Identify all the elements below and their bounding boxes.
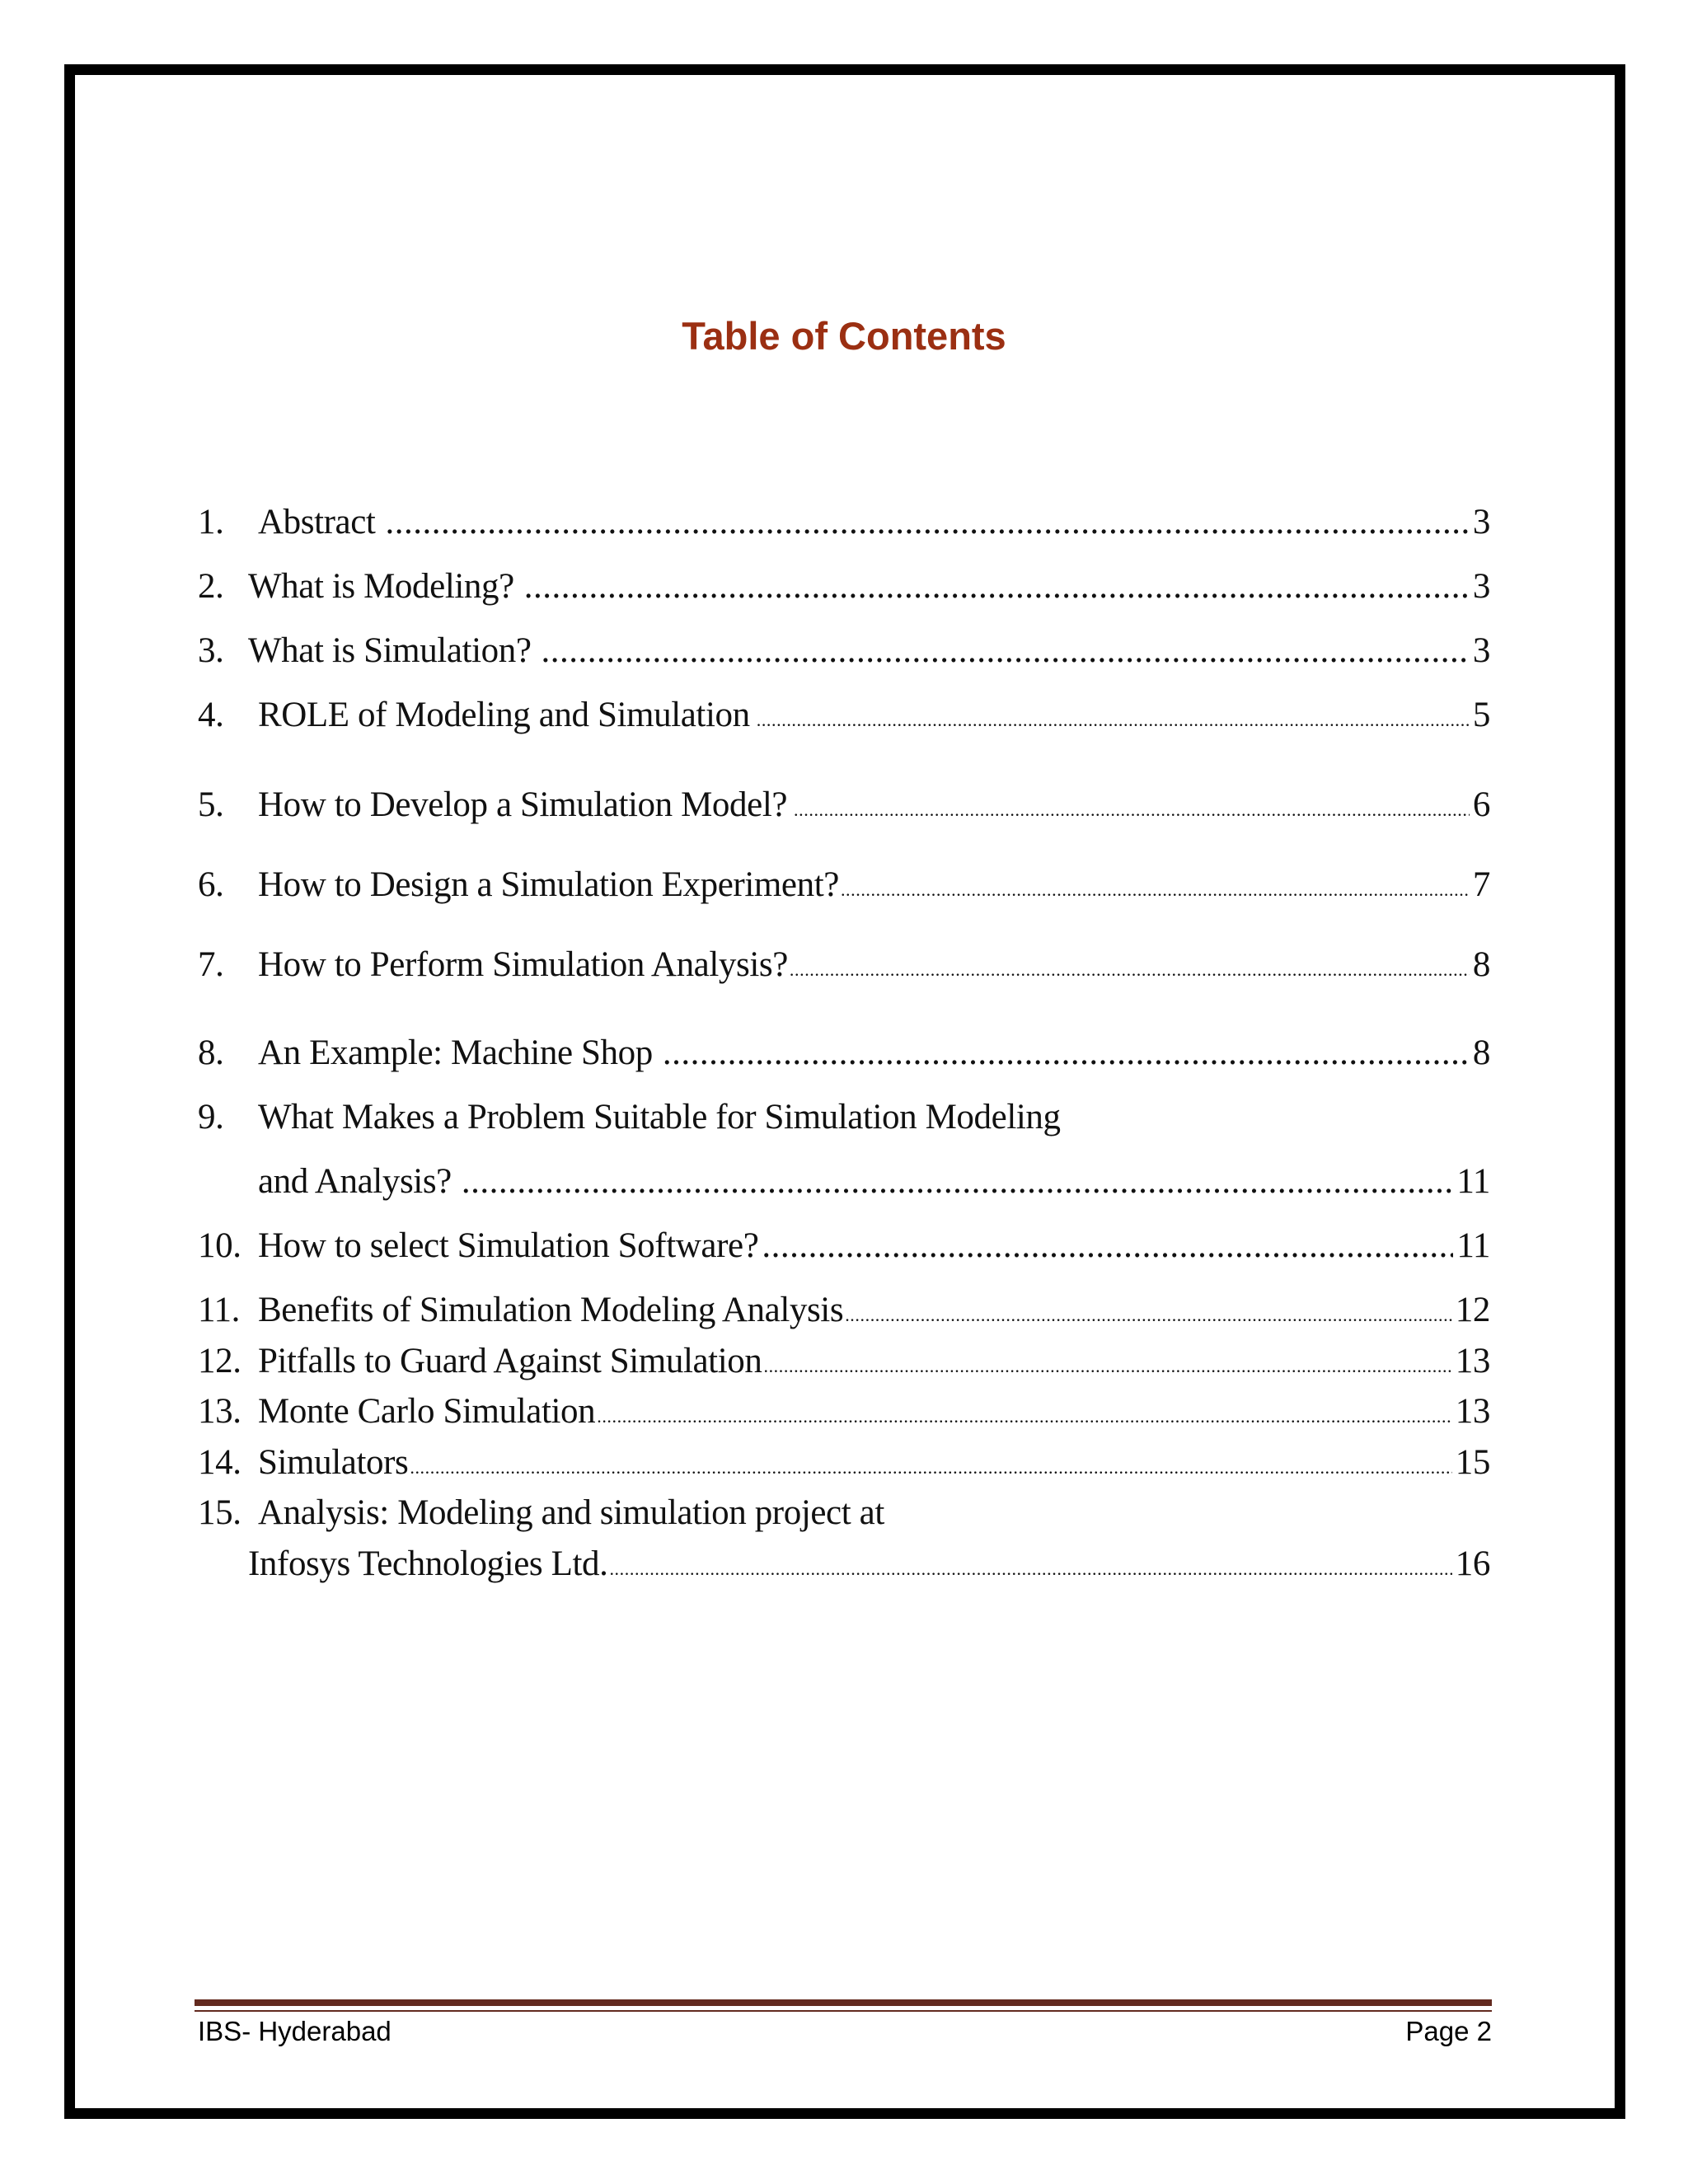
toc-number: 4. [198,696,224,734]
toc-page-number: 3 [1472,631,1490,670]
toc-number: 9. [198,1098,224,1137]
toc-page-number: 3 [1472,503,1490,541]
toc-entry-pitfalls[interactable] [198,1337,1490,1386]
toc-leader [794,785,1470,835]
toc-page-number: 11 [1456,1162,1490,1201]
toc-leader [524,562,1470,612]
toc-number: 7. [198,945,224,984]
toc-label: How to select Simulation Software? [258,1226,759,1265]
toc-number: 8. [198,1033,224,1072]
toc-number: 2. [198,567,224,606]
toc-leader [462,1157,1454,1207]
toc-label: Abstract [258,503,376,541]
toc-entry-monte-carlo[interactable] [198,1387,1490,1436]
toc-entry-perform-analysis[interactable] [198,940,1490,990]
toc-label: An Example: Machine Shop [258,1033,653,1072]
toc-entry-role-of-modeling[interactable] [198,691,1490,740]
toc-leader [763,1342,1451,1391]
toc-entry-infosys-analysis[interactable] [198,1488,1490,1538]
toc-entry-abstract[interactable] [198,498,1490,547]
toc-page-number: 6 [1472,785,1490,824]
toc-label-continued: Infosys Technologies Ltd. [248,1544,608,1583]
toc-leader [542,626,1470,676]
toc-entry-what-is-simulation[interactable] [198,626,1490,676]
toc-label: How to Perform Simulation Analysis? [258,945,788,984]
toc-leader [410,1443,1451,1493]
toc-label: ROLE of Modeling and Simulation [258,696,750,734]
toc-leader [841,865,1470,915]
toc-page-number: 8 [1472,1033,1490,1072]
toc-number: 13. [198,1392,241,1431]
toc-entry-what-is-modeling[interactable] [198,562,1490,612]
toc-leader [790,945,1470,995]
toc-label: How to Develop a Simulation Model? [258,785,788,824]
toc-entry-infosys-analysis-cont[interactable] [198,1540,1490,1589]
toc-label: Pitfalls to Guard Against Simulation [258,1342,762,1380]
toc-label-continued: and Analysis? [258,1162,452,1201]
toc-entry-benefits[interactable] [198,1286,1490,1335]
toc-number: 1. [198,503,224,541]
toc-entry-suitable-problem-cont[interactable] [198,1157,1490,1207]
page-title: Table of Contents [682,314,1006,358]
toc-number: 14. [198,1443,241,1482]
toc-number: 12. [198,1342,241,1380]
toc-entry-simulators[interactable] [198,1438,1490,1488]
toc-entry-suitable-problem[interactable] [198,1093,1490,1142]
toc-leader [597,1392,1452,1441]
footer-page-number: Page 2 [1405,2016,1492,2046]
toc-page-number: 13 [1455,1342,1490,1380]
footer-rule [195,1999,1492,2006]
toc-label: What Makes a Problem Suitable for Simulation Modeling [258,1098,1061,1137]
toc-page-number: 11 [1456,1226,1490,1265]
toc-page-number: 15 [1455,1443,1490,1482]
toc-label: What is Modeling? [248,567,514,606]
toc-number: 11. [198,1291,240,1329]
toc-entry-select-software[interactable] [198,1221,1490,1271]
toc-leader [757,696,1470,745]
toc-page-number: 16 [1455,1544,1490,1583]
toc-page-number: 5 [1472,696,1490,734]
page-border-inner [73,73,1617,2111]
toc-entry-develop-model[interactable] [198,780,1490,830]
toc-label: Simulators [258,1443,409,1482]
toc-entry-design-experiment[interactable] [198,860,1490,910]
footer-institution: IBS- Hyderabad [198,2016,392,2046]
toc-number: 10. [198,1226,241,1265]
toc-page-number: 7 [1472,865,1490,904]
toc-number: 6. [198,865,224,904]
toc-leader [762,1221,1453,1271]
toc-page-number: 8 [1472,945,1490,984]
toc-leader [609,1544,1451,1594]
toc-leader [385,498,1469,547]
toc-label: Analysis: Modeling and simulation project at [258,1493,884,1532]
toc-number: 3. [198,631,224,670]
toc-label: How to Design a Simulation Experiment? [258,865,839,904]
toc-leader [663,1029,1470,1078]
toc-label: Monte Carlo Simulation [258,1392,596,1431]
toc-number: 5. [198,785,224,824]
toc-label: What is Simulation? [248,631,532,670]
toc-page-number: 12 [1455,1291,1490,1329]
toc-number: 15. [198,1493,241,1532]
footer-rule-thin [195,2010,1492,2012]
toc-label: Benefits of Simulation Modeling Analysis [258,1291,844,1329]
toc-leader [845,1291,1452,1340]
toc-entry-machine-shop[interactable] [198,1029,1490,1078]
toc-page-number: 3 [1472,567,1490,606]
toc-page-number: 13 [1455,1392,1490,1431]
